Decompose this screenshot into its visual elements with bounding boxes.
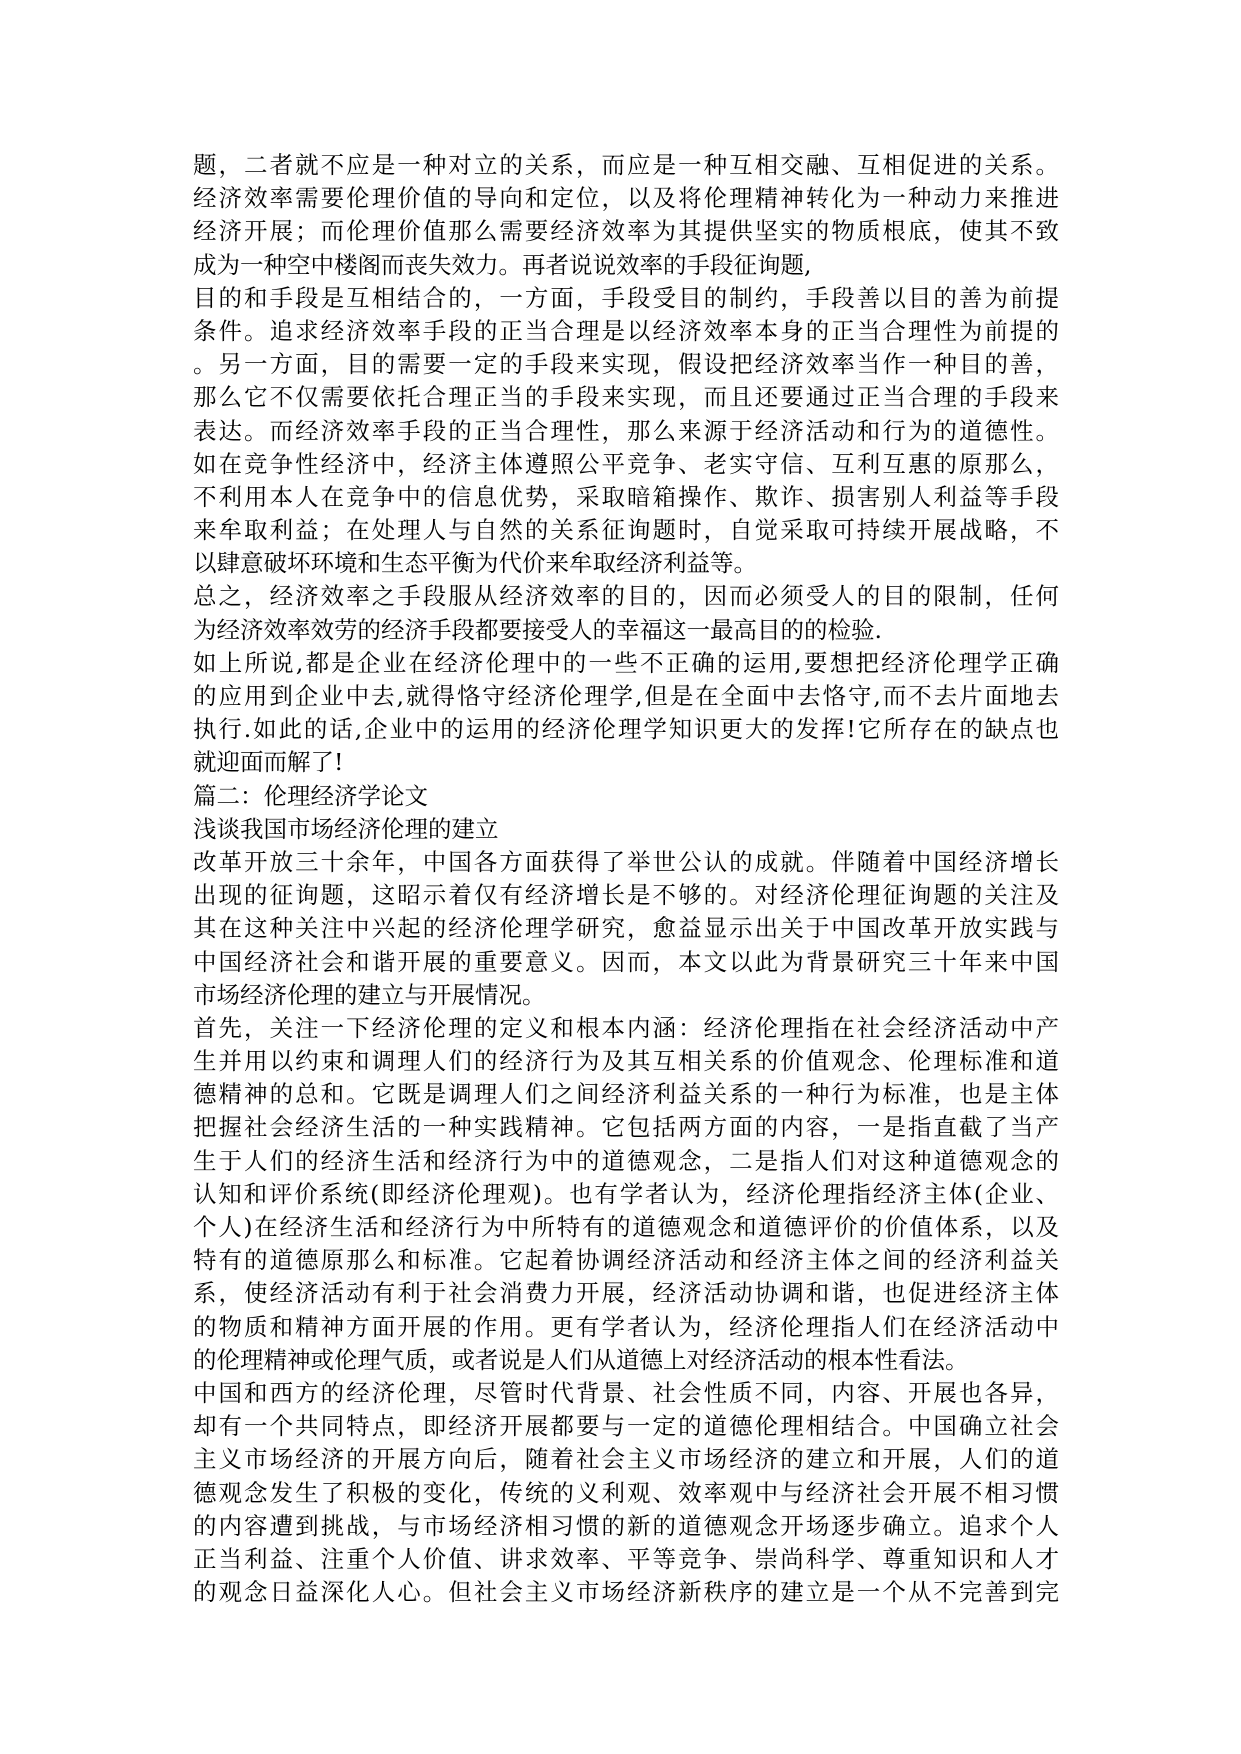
text-line: 来牟取利益；在处理人与自然的关系征询题时，自觉采取可持续开展战略，不	[193, 516, 1059, 545]
body-text	[193, 149, 1059, 1609]
text-line: 认知和评价系统(即经济伦理观)。也有学者认为，经济伦理指经济主体(企业、	[193, 1179, 1059, 1208]
text-line: 的物质和精神方面开展的作用。更有学者认为，经济伦理指人们在经济活动中	[193, 1312, 1059, 1341]
text-line: 特有的道德原那么和标准。它起着协调经济活动和经济主体之间的经济利益关	[193, 1246, 1059, 1275]
text-line: 的伦理精神或伦理气质，或者说是人们从道德上对经济活动的根本性看法。	[193, 1345, 969, 1374]
text-line: 那么它不仅需要依托合理正当的手段来实现，而且还要通过正当合理的手段来	[193, 383, 1059, 412]
text-line: 总之，经济效率之手段服从经济效率的目的，因而必须受人的目的限制，任何	[193, 582, 1059, 611]
text-line: 生并用以约束和调理人们的经济行为及其互相关系的价值观念、伦理标准和道	[193, 1047, 1059, 1076]
text-line: 出现的征询题，这昭示着仅有经济增长是不够的。对经济伦理征询题的关注及	[193, 881, 1059, 910]
text-line: 表达。而经济效率手段的正当合理性，那么来源于经济活动和行为的道德性。	[193, 416, 1059, 445]
text-line: 中国经济社会和谐开展的重要意义。因而，本文以此为背景研究三十年来中国	[193, 947, 1059, 976]
text-line: 生于人们的经济生活和经济行为中的道德观念，二是指人们对这种道德观念的	[193, 1146, 1059, 1175]
text-line: 题，二者就不应是一种对立的关系，而应是一种互相交融、互相促进的关系。	[193, 151, 1059, 179]
text-line: 如上所说,都是企业在经济伦理中的一些不正确的运用,要想把经济伦理学正确	[193, 648, 1059, 677]
text-line: 以肆意破坏环境和生态平衡为代价来牟取经济利益等。	[193, 549, 757, 578]
text-line: 系，使经济活动有利于社会消费力开展，经济活动协调和谐，也促进经济主体	[193, 1279, 1059, 1308]
text-line: 个人)在经济生活和经济行为中所特有的道德观念和道德评价的价值体系，以及	[193, 1213, 1059, 1241]
text-line: 。另一方面，目的需要一定的手段来实现，假设把经济效率当作一种目的善，	[193, 350, 1059, 379]
article-title: 浅谈我国市场经济伦理的建立	[193, 814, 499, 843]
text-line: 的内容遭到挑战，与市场经济相习惯的新的道德观念开场逐步确立。追求个人	[193, 1511, 1059, 1540]
text-line: 不利用本人在竞争中的信息优势，采取暗箱操作、欺诈、损害别人利益等手段	[193, 482, 1059, 511]
text-line: 经济开展；而伦理价值那么需要经济效率为其提供坚实的物质根底，使其不致	[193, 217, 1059, 246]
text-line: 的应用到企业中去,就得恪守经济伦理学,但是在全面中去恪守,而不去片面地去	[193, 682, 1059, 710]
text-line: 主义市场经济的开展方向后，随着社会主义市场经济的建立和开展，人们的道	[193, 1445, 1059, 1474]
text-line: 执行.如此的话,企业中的运用的经济伦理学知识更大的发挥!它所存在的缺点也	[193, 715, 1059, 744]
text-line: 首先，关注一下经济伦理的定义和根本内涵：经济伦理指在社会经济活动中产	[193, 1013, 1059, 1042]
text-line: 的观念日益深化人心。但社会主义市场经济新秩序的建立是一个从不完善到完	[193, 1578, 1059, 1607]
text-line: 其在这种关注中兴起的经济伦理学研究，愈益显示出关于中国改革开放实践与	[193, 914, 1059, 943]
text-line: 把握社会经济生活的一种实践精神。它包括两方面的内容，一是指直截了当产	[193, 1113, 1059, 1142]
text-line: 条件。追求经济效率手段的正当合理是以经济效率本身的正当合理性为前提的	[193, 316, 1059, 345]
text-line: 德精神的总和。它既是调理人们之间经济利益关系的一种行为标准，也是主体	[193, 1080, 1059, 1109]
text-line: 目的和手段是互相结合的，一方面，手段受目的制约，手段善以目的善为前提	[193, 283, 1059, 312]
text-line: 中国和西方的经济伦理，尽管时代背景、社会性质不同，内容、开展也各异，	[193, 1378, 1059, 1407]
text-line: 市场经济伦理的建立与开展情况。	[193, 980, 546, 1009]
text-line: 为经济效率效劳的经济手段都要接受人的幸福这一最高目的的检验.	[193, 615, 882, 644]
section-heading: 篇二：伦理经济学论文	[193, 781, 428, 810]
text-line: 改革开放三十余年，中国各方面获得了举世公认的成就。伴随着中国经济增长	[193, 847, 1059, 876]
text-line: 却有一个共同特点，即经济开展都要与一定的道德伦理相结合。中国确立社会	[193, 1412, 1059, 1441]
text-line: 成为一种空中楼阁而丧失效力。再者说说效率的手段征询题,	[193, 250, 812, 279]
text-line: 如在竞争性经济中，经济主体遵照公平竞争、老实守信、互利互惠的原那么，	[193, 449, 1059, 478]
text-line: 正当利益、注重个人价值、讲求效率、平等竞争、崇尚科学、尊重知识和人才	[193, 1544, 1059, 1573]
text-line: 德观念发生了积极的变化，传统的义利观、效率观中与经济社会开展不相习惯	[193, 1478, 1059, 1507]
text-line: 就迎面而解了!	[193, 748, 344, 777]
text-line: 经济效率需要伦理价值的导向和定位，以及将伦理精神转化为一种动力来推进	[193, 184, 1059, 213]
